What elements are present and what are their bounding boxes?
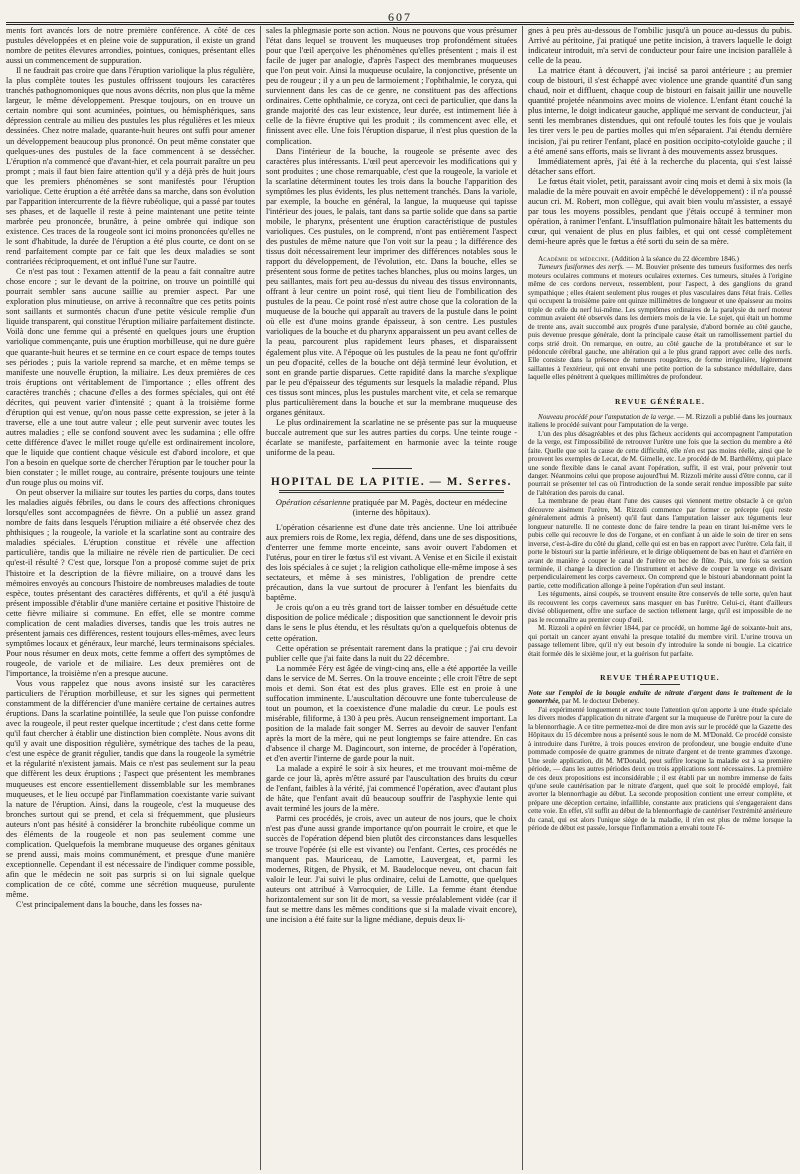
academie-date: (Addition à la séance du 22 décembre 1846.) [611, 255, 740, 264]
paragraph: Les téguments, ainsi coupés, se trouvent ensuite être conservés de telle sorte, qu'en haut ils recouvrent les corps caverneux sans masquer en bas l'urètre. Celui-ci, étant d'ailleurs divisé obliquement, offre une surface de section tellement large, qu'il est impossible de ne pas le reconnaître au premier coup d'œil. [528, 590, 792, 624]
column-2 [266, 26, 517, 925]
paragraph: Cette opération se présentait rarement dans la pratique ; j'ai cru devoir publier celle que j'ai faite dans la nuit du 22 décembre. [266, 643, 517, 663]
paragraph: Il ne faudrait pas croire que dans l'éruption variolique la plus régulière, la plus complète toutes les pustules offrissent toujours les caractères tranchés pathognomoniques que nous avons décrits, non plus que la même largeur, le même développement. Presque toujours, on en trouve un certain nombre qui sont acuminées, pointues, ou hémisphériques, sans dépression centrale au milieu des pustules les plus régulières et les mieux dessinées. Chez notre malade, quarante-huit heures ont suffi pour amener un développement beaucoup plus prononcé. On peut même constater que quelques-unes des pustules de la face commencent à se dessécher. L'éruption n'a commencé que d'avant-hier, et cela pourrait paraître un peu prompt ; mais il faut bien faire attention qu'il y a déjà près de huit jours que les premiers phénomènes se sont manifestés pour l'éruption variolique. Cette éruption a été arrêtée dans sa marche, dans son évolution par l'apparition intercurrente de la fièvre rubéolique, qui a passé par toutes ses phases, et de laquelle il reste à peine maintenant une petite teinte marbrée peu prononcée, brunâtre, à peine ombrée qui indique son existence. Ces traces de la rougeole sont ici moins prononcées qu'elles ne le sont d'habitude, la durée de l'éruption a été plus courte, ce dont on se rend parfaitement compte par ce fait que les deux maladies se sont contrariées réciproquement, et ont influé l'une sur l'autre. [6, 66, 255, 267]
academie-topic: Tumeurs fusiformes des nerfs. [538, 263, 625, 272]
paragraph: La matrice étant à découvert, j'ai incisé sa paroi antérieure ; au premier coup de bistouri, il s'est échappé avec violence une grande quantité d'un sang chaud, noir et diffluent, chaque coup de bistouri en faisait jaillir une nouvelle quantité projetée néanmoins avec moins de violence. L'enfant étant couché la plus interne, le doigt indicateur gauche, appliqué me servant de conducteur, j'ai senti les membranes distendues, qui ont refoulé toutes les fois que je voulais les tirer vers le peu de parties molles qui m'en séparaient. J'ai étendu dernière incision, j'ai pu retirer l'enfant, placé en position occipito-cotyloïde gauche ; il a été amené sans efforts, mais se livrant à des mouvements assez brusques. [528, 66, 792, 156]
revue-therapeutique-byline: par M. le docteur Debeney. [561, 697, 640, 706]
revue-therapeutique-lead [528, 689, 792, 706]
paragraph: Vous vous rappelez que nous avons insisté sur les caractères particuliers de l'éruption morbilleuse, et sur les signes qui permettent constamment de la différencier d'une manière certaine de certaines autres éruptions. Dans la scarlatine pointillée, la seule que l'on puisse confondre avec la rougeole, il peut rester quelque incertitude ; c'est dans cette forme qu'il faut chercher à établir une distinction bien complète. Nous avons dit qu'il y avait une disposition régulière, symétrique des taches de la peau, c'est une espèce de granit régulier, tandis que dans la rougeole la symétrie et la régularité n'existent jamais. Mais ce n'est pas seulement sur la peau que diffèrent les deux éruptions ; l'aspect que présentent les membranes muqueuses est encore essentiellement dissemblable sur les membranes muqueuses, et le lieu occupé par l'inflammation coexistante varie suivant la nature de l'éruption. Ainsi, dans la rougeole, c'est la muqueuse des bronches surtout qui se prend, et cela si fréquemment, que plusieurs auteurs n'ont pas hésité à considérer la bronchite rubéolique comme un des éléments de la rougeole et non pas seulement comme une complication. Quelquefois la membrane muqueuse des organes génitaux se prend aussi, mais moins communément, et presque d'une manière exceptionnelle. Cependant il est nécessaire de l'indiquer comme possible, afin que le médecin ne soit pas surpris si on lui signale quelque complication de ce côté, comme une sécrétion muqueuse, purulente même. [6, 679, 255, 900]
header-rule [6, 22, 794, 25]
paragraph: Je crois qu'on a eu très grand tort de laisser tomber en désuétude cette disposition de police médicale ; disposition que sanctionnent le devoir pris dans le sens le plus étendu, et les résultats qu'on a quelquefois obtenus de cette opération. [266, 603, 517, 643]
academie-report [528, 255, 792, 263]
paragraph: Le plus ordinairement la scarlatine ne se présente pas sur la muqueuse buccale autrement que sur les autres parties du corps. Une teinte rouge - écarlate se manifeste, parfaitement en harmonie avec la teinte rouge uniforme de la peau. [266, 417, 517, 457]
paragraph: gnes à peu près au-dessous de l'ombilic jusqu'à un pouce au-dessus du pubis. Arrivé au péritoine, j'ai pratiqué une petite incision, à travers laquelle le doigt indicateur introduit, m'a servi de conducteur pour faire une incision parallèle à celle de la peau. [528, 26, 792, 66]
section-rule [279, 490, 505, 493]
paragraph: sales la phlegmasie porte son action. Nous ne pouvons que vous présumer l'état dans lequel se trouvent les muqueuses trop profondément situées pour que l'œil aperçoive les phénomènes qu'elles présentent ; mais il est facile de juger par analogie, d'après l'aspect des membranes muqueuses que l'on peut voir. Ainsi la muqueuse oculaire, la conjonctive, présente un peu de rougeur ; il y a un peu de larmoiement ; l'ophthalmie, le coryza, qui surviennent dans les cas de ce genre, ne constituent pas des affections ordinaires. Cette ophthalmie, ce coryza, ont ceci de particulier, que dans la grande majorité des cas leur existence, leur durée, est intimement liée à celle de la fièvre éruptive qui les produit ; ils commencent avec elle, et finissent avec elle. Une fois l'éruption disparue, il n'est plus question de la complication. [266, 26, 517, 146]
paragraph: L'opération césarienne est d'une date très ancienne. Une loi attribuée aux premiers rois de Rome, lex regia, défend, dans une de ses dispositions, d'enterrer une femme morte enceinte, sans avoir ouvert l'abdomen et l'utérus, pour en tirer le fœtus s'il est vivant. A Venise et en Sicile il existait des lois spéciales à ce sujet ; la religion catholique elle-même impose à ses sectateurs, et même à ses ministres, l'obligation de prendre cette précaution, dans la vue surtout de procurer à l'enfant les bienfaits du baptême. [266, 523, 517, 603]
operation-title: Opération césarienne [275, 497, 351, 508]
paragraph: Immédiatement après, j'ai été à la recherche du placenta, qui s'est laissé détacher sans effort. [528, 156, 792, 176]
paragraph: Parmi ces procédés, je crois, avec un auteur de nos jours, que le choix n'est pas d'une aussi grande importance qu'on pourrait le croire, et que le succès de l'opération dépend bien plutôt des circonstances dans lesquelles se trouve l'opérée (si elle est vivante) ou l'enfant. Certes, ces procédés ne manquent pas. Mauriceau, de Lamotte, Lauvergeat, et, parmi les modernes, Ritgen, de Physik, et M. Baudelocque neveu, ont chacun fait valoir le leur. J'ai suivi le plus ordinaire, celui de Lamotte, que quelques auteurs ont attribué à Varrocquier, de Lille. La femme étant étendue horizontalement sur son lit de mort, sa vessie préalablement vidée (car il faut se mettre dans les mêmes conditions que si la malade vivait encore), une incision a été faite sur la ligne médiane, depuis deux li- [266, 814, 517, 924]
paragraph: — M. Rizzoli a publié dans les journaux italiens le procédé suivant pour l'amputation de la verge. [528, 412, 792, 430]
academie-heading: Académie de médecine. [538, 255, 611, 264]
paragraph: La nommée Féry est âgée de vingt-cinq ans, elle a été apportée la veille dans le service de M. Serres. On la trouve enceinte ; elle croit l'être de sept mois et demi. Son état est des plus graves. Elle est en proie à une suffocation imminente. L'auscultation découvre une fonte tuberculeuse de tout un poumon, et la coexistence d'une maladie du cœur. Le pouls est misérable, filiforme, à 130 à peu près. Aucun renseignement important. La position de la malade fait songer M. Serres au devoir de sauver l'enfant après la mort de la mère, qui ne peut longtemps se faire attendre. En cas d'absence il charge M. Dagincourt, son interne, de procéder à l'opération, et d'en avertir l'interne de garde pour la nuit. [266, 663, 517, 764]
section-rule [640, 408, 680, 409]
section-separator [372, 468, 412, 469]
column-3 [528, 26, 792, 833]
paragraph: Le fœtus était violet, petit, paraissant avoir cinq mois et demi à six mois (la maladie de la mère pouvait en avoir empêché le développement) : il n'a poussé aucun cri. M. Robert, mon collègue, qui avait bien voulu m'assister, a essayé par tous les moyens possibles, pendant que j'étais occupé à terminer mon opération, à ranimer l'enfant. L'insufflation pulmonaire hâtait les battements du cœur, qui venaient de plus en plus faibles, et qui ont cessé complètement demi-heure après que le fœtus a été sorti du sein de sa mère. [528, 176, 792, 246]
revue-generale-topic: Nouveau procédé pour l'amputation de la verge. [538, 412, 676, 421]
paragraph: La malade a expiré le soir à six heures, et me trouvant moi-même de garde ce jour là, après m'être assuré par l'auscultation des bruits du cœur de l'enfant, faibles à la vérité, j'ai commencé l'opération, avec d'autant plus de hâte, que l'enfant avait dû beaucoup souffrir de l'asphyxie lente qui avait terminé les jours de la mère. [266, 764, 517, 814]
revue-generale-lead [528, 413, 792, 430]
paragraph: L'un des plus désagréables et des plus fâcheux accidents qui accompagnent l'amputation de la verge, est l'impossibilité de retrouver l'urètre une fois que la section du membre a été faite. Quelle que soit la cause de cette difficulté, elle n'en est pas moins réelle, ainsi que le prouvent les exemples de Lecat, de M. Gimelle, etc. Le procédé de M. Barthélémy, qui place une sonde flexible dans le canal avant l'opération, suffit, il est vrai, pour prévenir tout danger. Néanmoins celui que propose aujourd'hui M. Rizzoli mérite aussi d'être connu, car il pourrait se présenter tel cas où l'introduction de la sonde serait rendue impossible par suite de l'altération des parois du canal. [528, 429, 792, 497]
paragraph: J'ai expérimenté longuement et avec toute l'attention qu'on apporte à une étude spéciale les divers modes d'application du nitrate d'argent sur la muqueuse de l'urètre pour la cure de la blennorrhagie. A ce titre permettez-moi de dire mon avis sur le procédé que la Gazette des Hôpitaux du 15 décembre nous a présenté sous le nom de M. M'Donald. Ce procédé consiste à introduire dans l'urètre, à trois pouces environ de profondeur, une bougie enduite d'une pommade composée de quatre grammes de nitrate d'argent et de trente grammes d'axonge. Une seule application, dit M. M'Donald, peut suffire lorsque la maladie est à sa première période, — dans les autres périodes deux ou trois applications sont nécessaires. La première de ces deux propositions est inconsidérable ; il est établi par un nombre immense de faits qu'une seule cautérisation par le nitrate d'argent, quel que soit le procédé employé, fait avorter la blennorrhagie au début. La seconde proposition contient une erreur complète, et prépare une déception certaine, infaillible, constante aux praticiens qui s'engageraient dans cette voie. En effet, s'il suffit au début de la blennorrhagie de cautériser l'extrémité antérieure du canal, qui est alors l'unique siège de la maladie, il n'en est plus de même lorsque la période de début est passée, lorsque l'inflammation a envahi toute l'é- [528, 705, 792, 833]
paragraph: On peut observer la miliaire sur toutes les parties du corps, dans toutes les maladies aiguës fébriles, ou dans le cours des affections chroniques lorsqu'elles sont accompagnées de fièvre. On a publié un assez grand nombre de faits dans lesquels l'éruption miliaire a été observée chez des phthisiques ; la rougeole, la variole et la scarlatine sont au contraire des maladies spéciales. L'éruption constitue et révèle une affection particulière, tandis que la miliaire ne révèle rien de particulier. De ceci qu'est-il résulté ? C'est que, lorsque l'on a proposé comme sujet de prix l'histoire et la description de la fièvre miliaire, on a trouvé dans les mémoires envoyés au concours l'histoire de nombreuses maladies de toute espèce, toutes présentant des caractères différents, et qu'il a été jusqu'à présent impossible d'établir d'une manière certaine et positive l'histoire de cette fièvre miliaire si commune. En effet, elle se montre comme complication de cent maladies diverses, tandis que les trois autres ne présentent jamais ces différences, restent toujours elles-mêmes, avec leurs symptômes locaux et généraux, leur marché, leurs terminaisons spéciales. Pour nous résumer en deux mots, cette femme a offert des symptômes de rougeole, de variole et de miliaire. Les deux premières ont de l'importance, la troisième n'en a presque aucune. [6, 488, 255, 678]
operation-intro [266, 497, 517, 517]
hospital-heading: HOPITAL DE LA PITIE. — M. Serres. [270, 476, 513, 489]
revue-generale-heading: REVUE GÉNÉRALE. [614, 396, 706, 406]
section-rule [640, 684, 680, 685]
academie-body [528, 263, 792, 381]
operation-byline: pratiquée par M. Pagès, docteur en médecine (interne des hôpitaux). [352, 497, 508, 518]
revue-therapeutique-heading: REVUE THÉRAPEUTIQUE. [600, 672, 720, 682]
paragraph: ments fort avancés lors de notre première conférence. A côté de ces pustules développées et en pleine voie de suppuration, il existe un grand nombre de petites élevures arrondies, pointues, coniques, présentant elles aussi un commencement de suppuration. [6, 26, 255, 66]
paragraph: Ce n'est pas tout : l'examen attentif de la peau a fait connaître autre chose encore ; sur le devant de la poitrine, on trouve un pointillé qui pourrait sembler sans aucune saillie au premier aspect. Par une exploration plus minutieuse, on arrive à reconnaître que ces petits points sont saillants et surmontés chacun d'une petite vésicule remplie d'un liquide transparent, qui constitue l'éruption miliaire parfaitement distincte. Voilà donc une femme qui a présenté en quelques jours une éruption variolique commençante, puis une éruption morbilleuse, qui ne dure guère que quarante-huit heures et se termine en ce court espace de temps toutes ses périodes ; puis la variole reprend sa marche, et en même temps se manifeste une nouvelle éruption, la miliaire. Les deux premières de ces trois éruptions ont véritablement de l'importance ; elles offrent des caractères tranchés ; chacune d'elles a des formes spéciales, qui ont été décrites, qui peuvent varier d'intensité ; quant à la troisième forme d'éruption qui est venue, qu'on nous passe cette expression, se jeter à la traverse, elle a une tout autre valeur ; elle peut survenir avec toutes les autres maladies ; elle se confond souvent avec les sudamina ; elle offre cette différence d'avec le millet rouge qu'elle est ordinairement incolore, que le liquide que contient chaque vésicule est d'abord incolore, et que l'on a besoin en quelque sorte de chercher l'éruption par le toucher pour la bien constater ; le millet rouge, au contraire, présente toujours une teinte d'un rouge plus ou moins vif. [6, 267, 255, 488]
paragraph: M. Rizzoli a opéré en février 1844, par ce procédé, un homme âgé de soixante-huit ans, qui portait un cancer ayant envahi la presque totalité du membre viril. L'urine trouva un passage tellement libre, qu'il n'y eut besoin d'y introduire la sonde ni bougie. La cicatrice était formée dès le sixième jour, et la guérison fut parfaite. [528, 624, 792, 658]
academie-text: — M. Bouvier présente des tumeurs fusiformes des nerfs moteurs oculaires communs et moteurs oculaires externes. Ces tumeurs, situées à l'origine même de ces cordons nerveux, ressemblent, pour l'aspect, à des ganglions du grand sympathique ; elles étaient seulement plus rouges et plus vasculaires dans l'état frais. Celles qui occupent la troisième paire ont quinze millimètres de longueur et une épaisseur au moins triple de celle du nerf lui-même. Les symptômes ordinaires de la paralysie du nerf moteur commun avaient été observés dans les derniers mois de la vie. Le sujet, qui était un homme de trente ans, avait succombé aux progrès d'une paralysie, d'abord bornée au côté gauche, puis devenue presque générale, dont la principale cause était un ramollissement partiel du corps strié droit. On remarque, en outre, au côté gauche de la protubérance et sur le pédoncule cérébral gauche, une altération qui a le plus grand rapport avec celle des nerfs. Elle consiste dans la présence de tumeurs rougeâtres, de forme irrégulière, légèrement saillantes à l'extérieur, qui ont envahi une petite portion de la substance médullaire, dans laquelle elles pénètrent à quelques millimètres de profondeur. [528, 263, 792, 382]
paragraph: C'est principalement dans la bouche, dans les fosses na- [16, 900, 203, 910]
column-1 [6, 26, 255, 910]
paragraph: Dans l'intérieur de la bouche, la rougeole se présente avec des caractères plus intéressants. L'œil peut apercevoir les modifications qui y sont produites ; une chose remarquable, c'est que la rougeole, la variole et la scarlatine déterminent toutes les trois dans la bouche l'apparition des symptômes les plus évidents, les plus nettement tranchés. Dans la variole, par exemple, la bouche en général, la langue, la muqueuse qui tapisse l'intérieur des joues, le palais, tant dans sa partie solide que dans sa partie mobile, le pharynx, présentent une éruption caractéristique de pustules varioliques. Ces pustules, on le comprend, n'ont pas entièrement l'aspect des pustules de même nature que l'on voit sur la peau ; la différence des tissus doit nécessairement leur imprimer des différences notables sous le rapport du développement, de l'évolution, etc. Dans la bouche, elles se présentent sous forme de petites taches blanches, plus ou moins larges, un peu saillantes, mais fort peu au-dessus du niveau des tissus environnants, offrant à leur centre un point rosé, qui tient lieu de l'ombilication des pustules de la peau. Ce point rosé n'est autre chose que la coloration de la muqueuse de la bouche qui apparaît au travers de la pustule dans le point où elle est d'une moins grande épaisseur, à son centre. Les pustules varioliques de la bouche et du pharynx apparaissent un peu avant celles de la peau, parcourent plus rapidement leurs phases, et disparaissent également plus vite. A l'époque où les pustules de la peau ne font qu'offrir un peu d'opacité, celles de la bouche ont déjà terminé leur évolution, et sont en grande partie disparues. Cette rapidité dans la marche s'explique par le peu d'épaisseur des téguments sur lesquels la maladie répand. Plus ces tissus sont minces, plus les pustules marchent vite, et cela se remarque plus particulièrement dans la bouche et sur la membrane muqueuse des organes génitaux. [266, 146, 517, 417]
column-divider [260, 26, 261, 1170]
column-divider [522, 26, 523, 1170]
revue-therapeutique-topic: Note sur l'emploi de la bougie enduite de nitrate d'argent dans le traitement de la gonorrhée, [528, 688, 792, 706]
page-number: 607 [388, 10, 412, 24]
paragraph: La membrane de peau étant l'une des causes qui viennent mettre obstacle à ce qu'on découvre aisément l'urètre, M. Rizzoli commence par former ce précepte (qui reste généralement admis à présent) qu'il faut dans l'amputation laisser aux téguments leur longueur naturelle. Il ne conteste donc de faire tendre la peau en tirant lui-même vers le pubis celle qui recouvre le dos de l'organe, et en confiant à un aide le soin de tirer en sens inverse, c'est-à-dire du côté du gland, celle qui est en bas en rapport avec l'urètre. Cela fait, il porte le bistouri sur la partie inférieure, et le dirige obliquement de bas en haut et d'arrière en avant de manière à couper le canal de l'urètre en bec de flûte. Puis, une fois sa section terminée, il change la direction de l'instrument et achève de couper la verge en divisant perpendiculairement les corps caverneux. On comprend que le bistouri abandonnant point la partie, cette modification allonge à peine l'opération d'un seul instant. [528, 497, 792, 590]
